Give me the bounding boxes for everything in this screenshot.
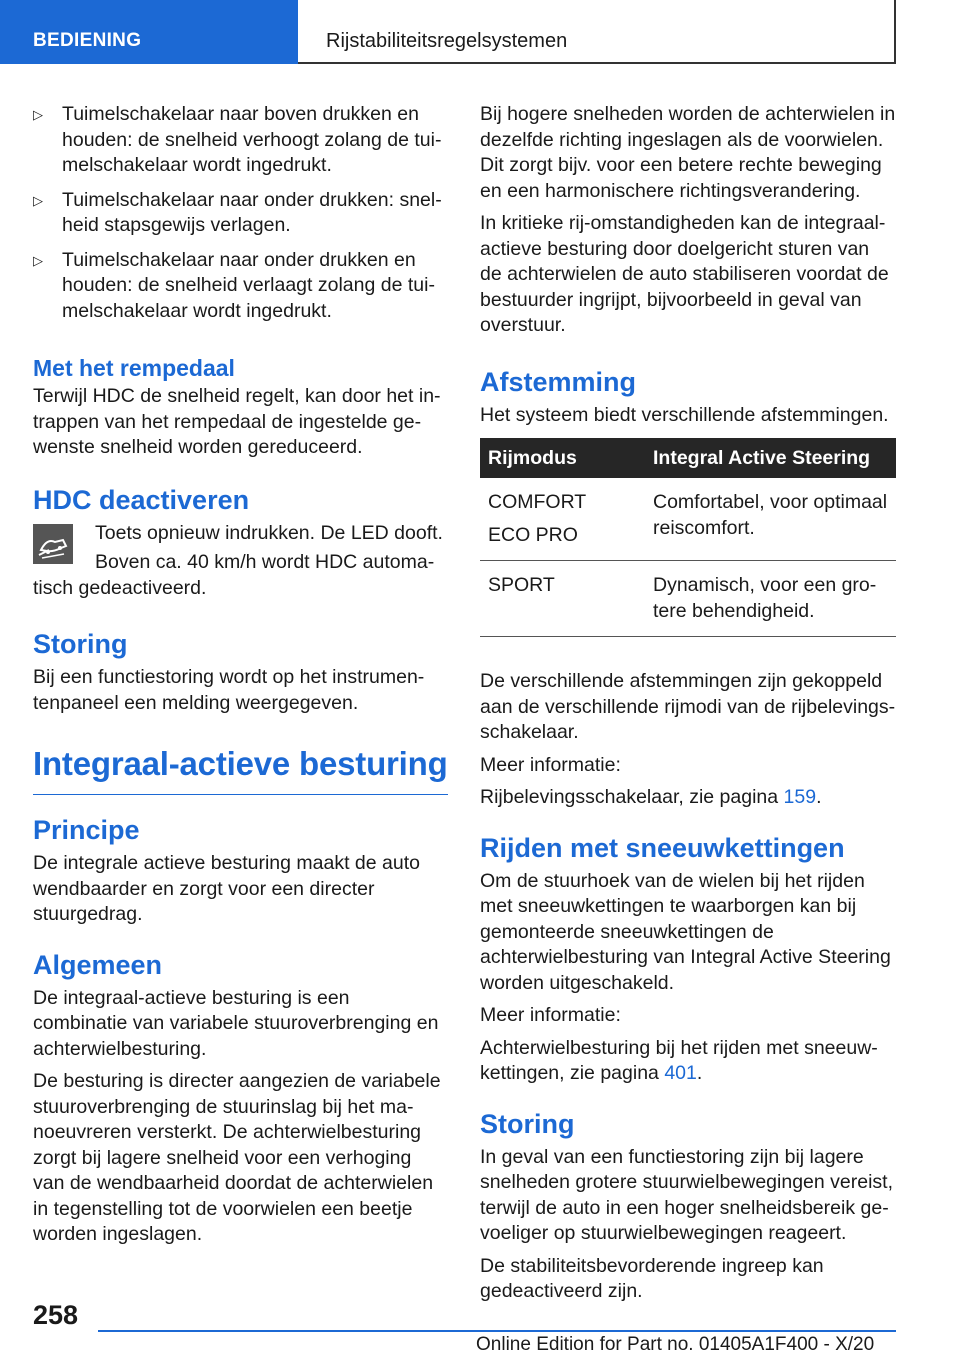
cross-reference: Rijbelevingsschakelaar, zie pagina 159.: [480, 786, 822, 808]
table-row: [480, 478, 896, 561]
section-heading-integraal: Integraal-actieve besturing: [33, 742, 448, 795]
chapter-header: [312, 0, 896, 64]
column-header-steering: Integral Active Steering: [645, 438, 896, 478]
cross-reference: Achterwielbesturing bij het rijden met sneeuwkettingen, zie pagina 401.: [480, 1036, 878, 1084]
page-link-159[interactable]: 159: [783, 786, 817, 808]
list-item: ▷ Tuimelschakelaar naar onder drukken en houden: de snelheid verlaagt zolang de tuimelschakelaar wordt ingedrukt.: [33, 248, 435, 322]
mode-cell: SPORT: [480, 561, 645, 637]
paragraph: De besturing is directer aangezien de variabele stuuroverbrenging de stuurinslag bij het manoeuvreren versterkt. De achterwielbesturing zorgt bij lagere snelheid voor een verhoging van de wendbaarheid doordat de achterwielen in tegenstelling tot de voorwielen een beetje worden ingeslagen.: [33, 1070, 441, 1245]
right-column: [480, 102, 896, 1312]
paragraph: De integraal-actieve besturing is een combinatie van variabele stuuroverbrenging en achterwielbesturing.: [33, 986, 439, 1060]
section-label: BEDIENING: [33, 30, 142, 51]
paragraph: In kritieke rij-omstandigheden kan de integraal-actieve besturing door doelgericht sturen van de achterwielen de auto stabiliseren voordat de bestuurder ingrijpt, bijvoorbeeld in geval van overstuur.: [480, 212, 889, 336]
description-cell: Comfortabel, voor optimaal reiscomfort.: [645, 478, 896, 561]
hdc-instruction: [33, 521, 448, 547]
heading-algemeen: Algemeen: [33, 949, 163, 980]
paragraph: De stabiliteitsbevorderende ingreep kan gedeactiveerd zijn.: [480, 1254, 824, 1302]
bullet-list: [33, 102, 448, 324]
list-item: ▷ Tuimelschakelaar naar onder drukken: snelheid stapsgewijs verlagen.: [33, 188, 442, 236]
paragraph: Meer informatie:: [480, 1004, 621, 1026]
paragraph: De verschillende afstemmingen zijn gekoppeld aan de verschillende rijmodi van de rijbelevingsschakelaar.: [480, 670, 896, 743]
paragraph: Bij een functiestoring wordt op het instrumentenpaneel een melding weergegeven.: [33, 666, 425, 714]
triangle-bullet-icon: ▷: [33, 192, 43, 208]
heading-rempedaal: Met het rempedaal: [33, 355, 235, 381]
heading-afstemming: Afstemming: [480, 366, 637, 397]
heading-storing-2: Storing: [480, 1108, 575, 1139]
hdc-button-icon: [33, 524, 73, 564]
paragraph: In geval van een functiestoring zijn bij lagere snelheden grotere stuurwielbewegingen vereist, terwijl de auto in een hoger snelheidsbereik gevoeliger op stuurwielbewegingen reageert.: [480, 1145, 894, 1244]
left-column: [33, 102, 448, 1255]
paragraph: Meer informatie:: [480, 753, 621, 776]
header-divider: [298, 62, 312, 64]
description-cell: Dynamisch, voor een grotere behendigheid.: [645, 561, 896, 637]
paragraph: Om de stuurhoek van de wielen bij het rijden met sneeuwkettingen te waarborgen kan bij gemonteerde sneeuwkettingen de achterwielbesturing van Integral Active Steering worden uitgeschakeld.: [480, 869, 891, 994]
heading-hdc-deactiveren: HDC deactiveren: [33, 484, 250, 515]
paragraph: Boven ca. 40 km/h wordt HDC automatisch gedeactiveerd.: [33, 551, 435, 599]
edition-note: Online Edition for Part no. 01405A1F400 - X/20: [476, 1334, 875, 1355]
column-header-rijmodus: Rijmodus: [480, 438, 645, 478]
page-number: 258: [33, 1300, 79, 1330]
chapter-title: Rijstabiliteitsregelsystemen: [326, 30, 568, 52]
table-header-row: [480, 438, 896, 478]
paragraph: Terwijl HDC de snelheid regelt, kan door het intrappen van het rempedaal de ingestelde gewenste snelheid worden gereduceerd.: [33, 385, 441, 458]
heading-storing: Storing: [33, 629, 128, 659]
paragraph: De integrale actieve besturing maakt de auto wendbaarder en zorgt voor een directer stuurgedrag.: [33, 852, 420, 925]
paragraph: Bij hogere snelheden worden de achterwielen in dezelfde richting ingeslagen als de voorwielen. Dit zorgt bijv. voor een betere rechte beweging en een harmonischere richtingsverandering.: [480, 103, 896, 202]
page-link-401[interactable]: 401: [664, 1062, 697, 1084]
triangle-bullet-icon: ▷: [33, 252, 43, 268]
footer-divider: [98, 1330, 896, 1332]
mode-cell: COMFORT ECO PRO: [480, 478, 645, 561]
paragraph: Het systeem biedt verschillende afstemmingen.: [480, 403, 889, 426]
driving-mode-table: [480, 438, 896, 637]
section-tab: [0, 0, 298, 64]
heading-principe: Principe: [33, 815, 140, 845]
heading-sneeuwkettingen: Rijden met sneeuwkettingen: [480, 832, 845, 863]
list-item: ▷ Tuimelschakelaar naar boven drukken en houden: de snelheid verhoogt zolang de tuimelschakelaar wordt ingedrukt.: [33, 103, 442, 176]
paragraph: Toets opnieuw indrukken. De LED dooft.: [95, 521, 443, 544]
table-row: [480, 561, 896, 637]
triangle-bullet-icon: ▷: [33, 107, 43, 122]
